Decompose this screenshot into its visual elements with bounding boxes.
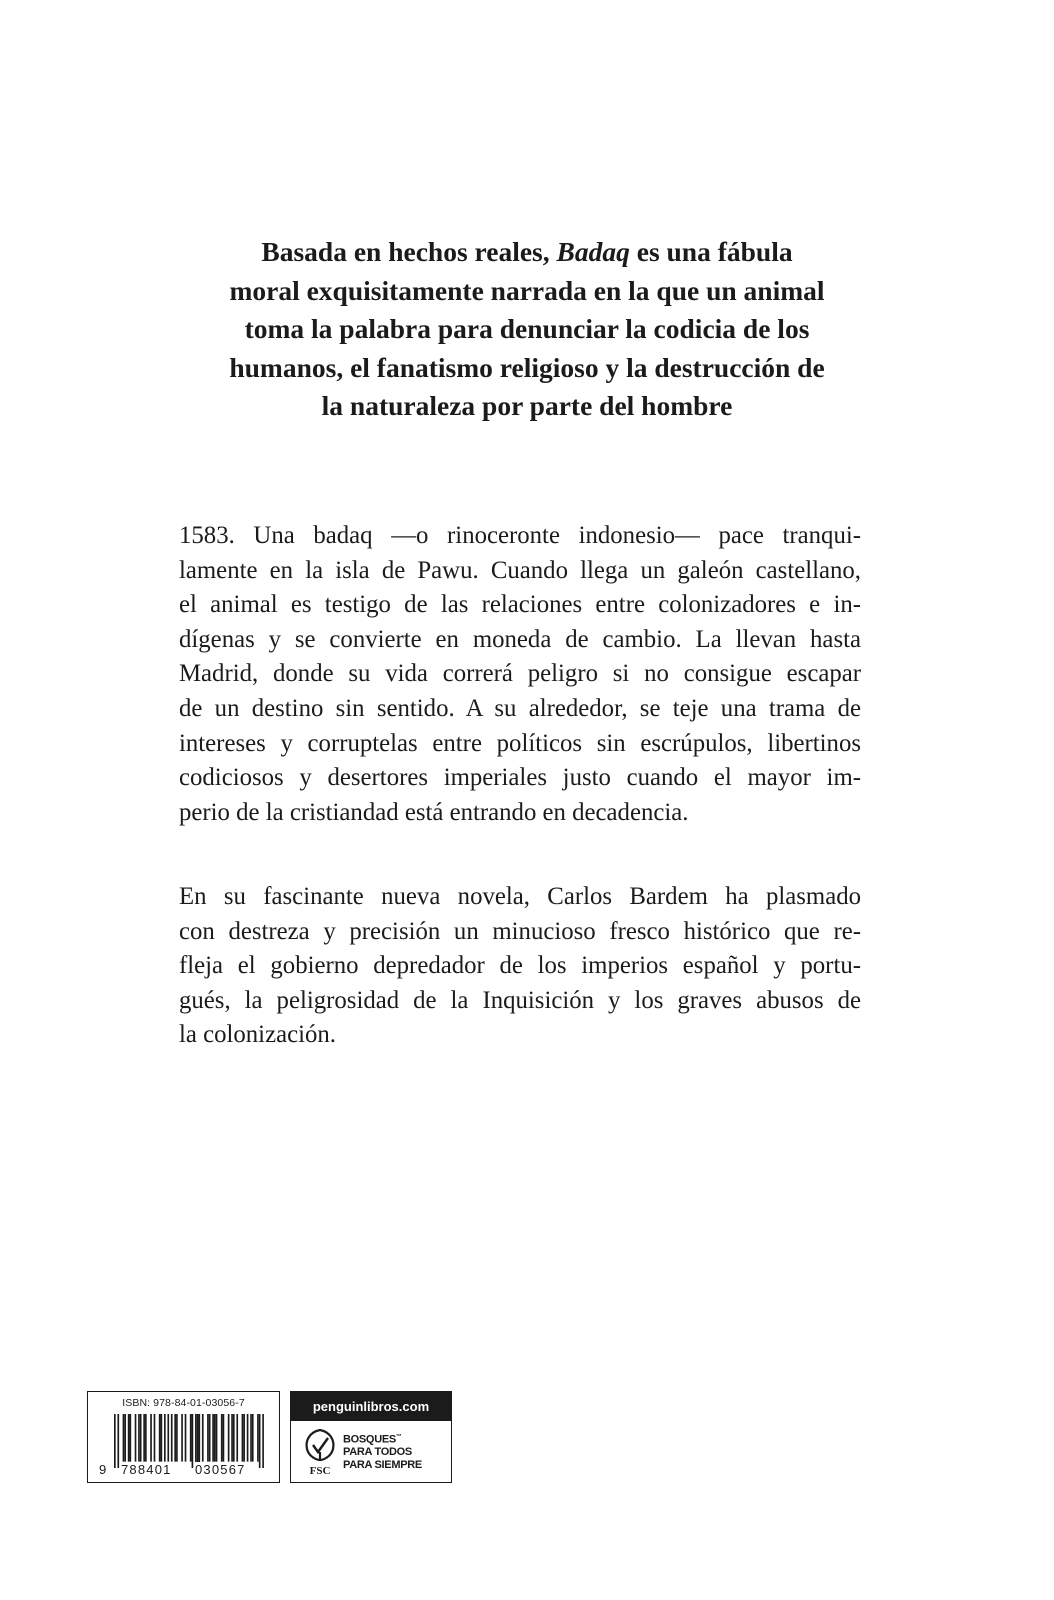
text-line: intereses y corruptelas entre políticos sin escrúpulos, libertinos xyxy=(179,729,861,757)
barcode-bar xyxy=(228,1414,230,1462)
barcode-bar xyxy=(250,1414,252,1462)
barcode-bar xyxy=(209,1414,211,1462)
barcode-bar xyxy=(150,1414,152,1462)
publisher-box xyxy=(290,1391,452,1483)
text-line: En su fascinante nueva novela, Carlos Bardem ha plasmado xyxy=(179,883,861,910)
barcode-bar xyxy=(159,1414,161,1462)
barcode-bar xyxy=(236,1414,238,1462)
text-line: dígenas y se convierte en moneda de cambio. La llevan hasta xyxy=(179,625,861,653)
barcode-bar xyxy=(117,1414,119,1468)
barcode-bar xyxy=(195,1414,197,1468)
barcode-bar xyxy=(181,1414,183,1462)
barcode-bar xyxy=(212,1414,214,1462)
barcode-bar xyxy=(259,1414,261,1468)
barcode-bar xyxy=(207,1414,209,1462)
barcode-bar xyxy=(257,1414,259,1462)
barcode-bar xyxy=(123,1414,125,1462)
text-line: 1583. Una badaq —o rinoceronte indonesio— pace tranqui- xyxy=(179,522,861,549)
fsc-slogan xyxy=(343,1431,422,1471)
text-line: gués, la peligrosidad de la Inquisición y los graves abusos de xyxy=(179,986,861,1014)
blurb-line-1-start: Basada en hechos reales, xyxy=(261,236,557,267)
barcode-bar xyxy=(145,1414,147,1462)
barcode-box xyxy=(87,1391,280,1483)
barcode-digits-right: 030567 xyxy=(195,1462,246,1477)
barcode-bar xyxy=(135,1414,137,1462)
barcode-bar xyxy=(247,1414,249,1462)
barcode-bar xyxy=(262,1414,264,1468)
barcode-digits-left: 788401 xyxy=(121,1462,172,1477)
barcode-bar xyxy=(252,1414,254,1462)
blurb-line-1-end: es una fábula xyxy=(629,236,793,267)
barcode-bar xyxy=(128,1414,130,1462)
text-line: codiciosos y desertores imperiales justo cuando el mayor im- xyxy=(179,764,861,792)
barcode-bar xyxy=(138,1414,140,1462)
blurb-line-1 xyxy=(190,233,864,272)
barcode-bar xyxy=(192,1414,194,1468)
fsc-line-2: PARA TODOS xyxy=(343,1446,412,1459)
barcode-bar xyxy=(143,1414,145,1462)
isbn-label: ISBN: 978-84-01-03056-7 xyxy=(122,1397,245,1409)
barcode-bar xyxy=(167,1414,169,1462)
synopsis-paragraph xyxy=(179,519,861,830)
barcode-bar xyxy=(164,1414,166,1462)
barcode-bar xyxy=(242,1414,244,1462)
barcode-bar xyxy=(202,1414,204,1462)
blurb-line-2: moral exquisitamente narrada en la que un animal xyxy=(229,274,825,306)
barcode-bar xyxy=(154,1414,156,1462)
barcode-bar xyxy=(216,1414,218,1462)
text-line: perio de la cristiandad está entrando en decadencia. xyxy=(179,798,689,826)
barcode-bar xyxy=(231,1414,233,1462)
barcode-bar xyxy=(171,1414,173,1462)
text-line: la colonización. xyxy=(179,1021,336,1049)
barcode-bar xyxy=(190,1414,192,1462)
barcode-bar xyxy=(214,1414,216,1462)
barcode-bar xyxy=(140,1414,142,1462)
barcode-bar xyxy=(161,1414,163,1462)
fsc-tree-check-icon xyxy=(302,1427,338,1477)
barcode-bar xyxy=(233,1414,235,1462)
text-line: con destreza y precisión un minucioso fresco histórico que re- xyxy=(179,917,861,945)
text-line: lamente en la isla de Pawu. Cuando llega un galeón castellano, xyxy=(179,556,861,584)
barcode-bar xyxy=(124,1414,126,1462)
blurb-line-3: toma la palabra para denunciar la codicia de los xyxy=(244,313,810,345)
blurb-line-5: la naturaleza por parte del hombre xyxy=(321,390,733,422)
barcode-bar xyxy=(197,1414,199,1468)
fsc-label: FSC xyxy=(309,1465,331,1477)
barcode-bar xyxy=(221,1414,223,1462)
text-line: el animal es testigo de las relaciones entre colonizadores e in- xyxy=(179,591,861,619)
barcode-bar xyxy=(185,1414,187,1462)
text-line: de un destino sin sentido. A su alrededor, se teje una trama de xyxy=(179,694,861,722)
barcode-bar xyxy=(223,1414,225,1462)
barcode-bar xyxy=(130,1414,132,1462)
publisher-url: penguinlibros.com xyxy=(291,1392,451,1421)
barcode-bar xyxy=(174,1414,176,1462)
blurb-line-4: humanos, el fanatismo religioso y la destrucción de xyxy=(229,351,825,383)
book-title: Badaq xyxy=(556,236,630,267)
text-line: Madrid, donde su vida correrá peligro si no consigue escapar xyxy=(179,660,861,688)
fsc-line-3: PARA SIEMPRE xyxy=(343,1458,422,1471)
barcode-bar xyxy=(198,1414,200,1468)
barcode-digits xyxy=(96,1462,274,1478)
barcode-bar xyxy=(114,1414,116,1468)
back-cover-blurb xyxy=(190,233,864,426)
text-line: fleja el gobierno depredador de los imperios español y portu- xyxy=(179,952,861,980)
barcode-icon xyxy=(114,1414,264,1468)
barcode-digit-first: 9 xyxy=(99,1462,108,1477)
barcode-bar xyxy=(243,1414,245,1462)
fsc-line-1: BOSQUES xyxy=(343,1433,396,1446)
author-paragraph xyxy=(179,880,861,1053)
barcode-bar xyxy=(176,1414,178,1462)
trademark-symbol: ™ xyxy=(395,1434,402,1440)
